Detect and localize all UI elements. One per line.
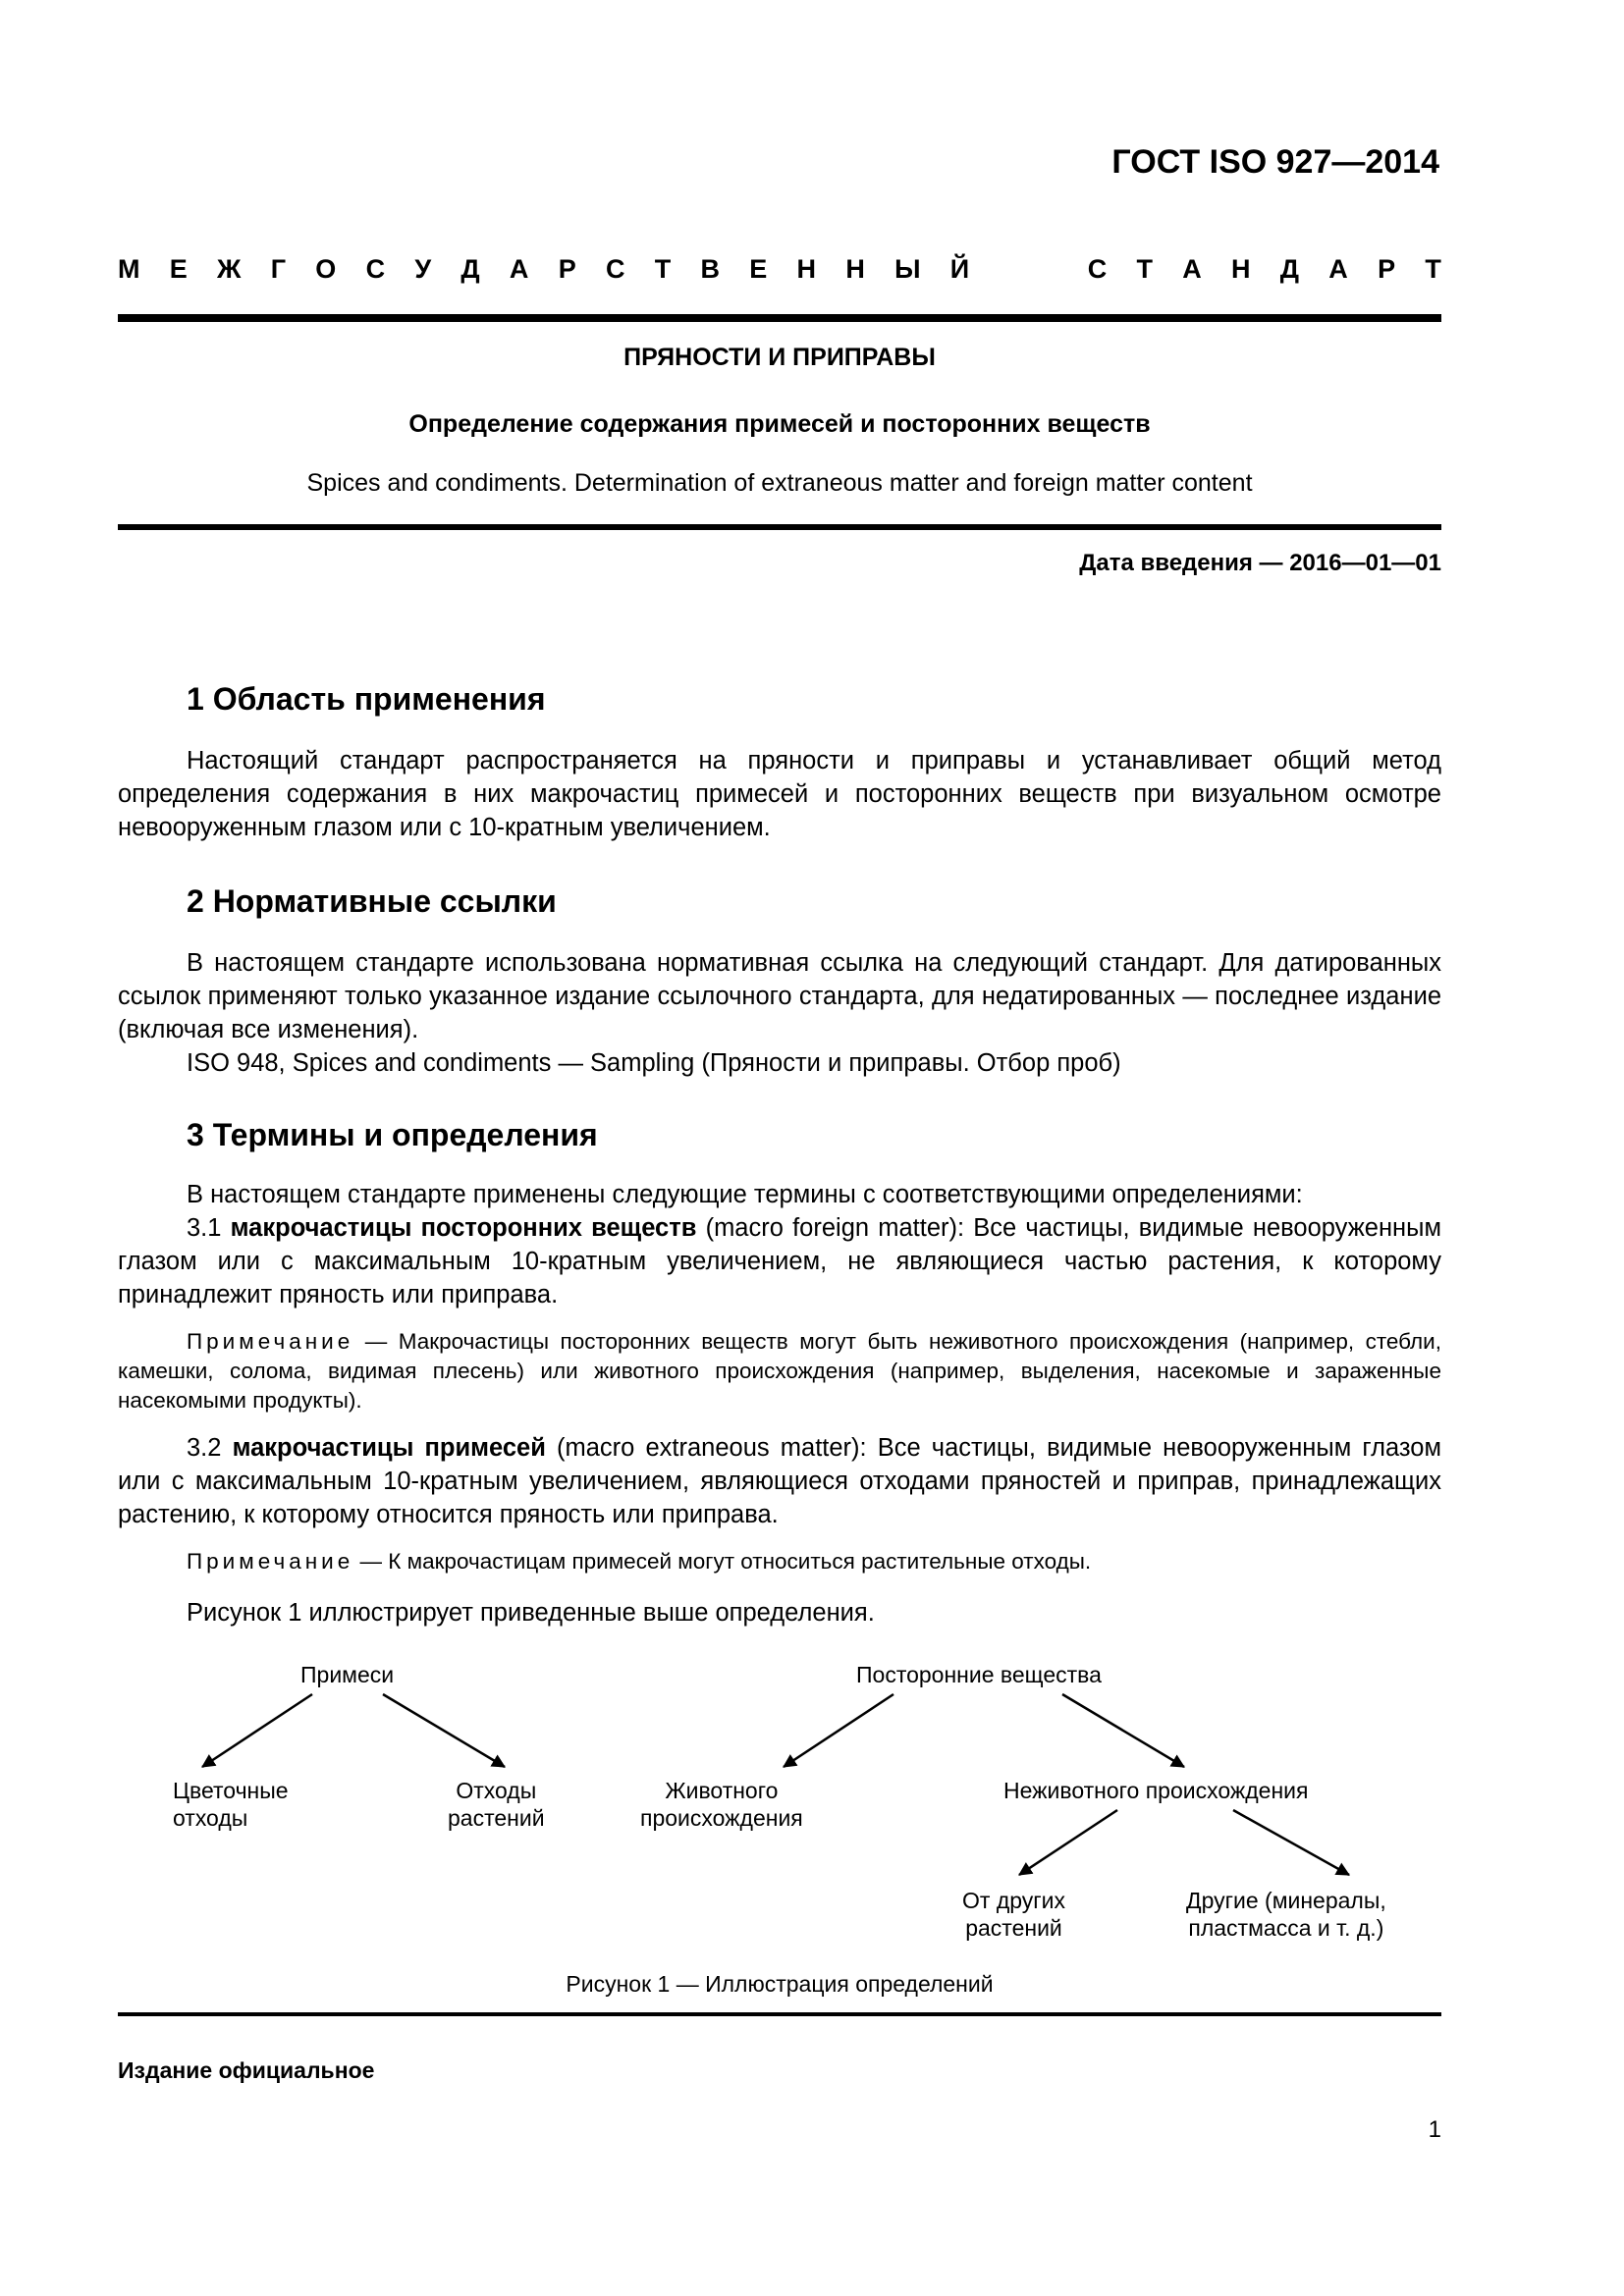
document-title: ПРЯНОСТИ И ПРИПРАВЫ [623, 344, 936, 371]
banner-letter: Т [654, 253, 672, 284]
arrow-extraneous-to-plantwaste [383, 1694, 505, 1767]
banner-letter: Р [558, 253, 576, 284]
definition-3-1-term: макрочастицы посторонних веществ [230, 1214, 697, 1242]
banner-letter: О [315, 253, 337, 284]
section-3-heading: 3 Термины и определения [187, 1117, 598, 1152]
banner-letter: Н [845, 253, 865, 284]
section-1-text: Настоящий стандарт распространяется на пряности и приправы и устанавливает общий метод определения содержания в них макрочастиц примесей и посторонних веществ при визуальном осмотре невооруженным глазом или с 10-кратным увеличением. [118, 747, 1441, 841]
node-extraneous: Примеси [300, 1662, 395, 1687]
arrow-nonanimal-to-others [1233, 1810, 1349, 1875]
note-2-text: — К макрочастицам примесей могут относиться растительные отходы. [359, 1549, 1092, 1574]
note-1-label: Примечание [187, 1329, 354, 1354]
banner-letter: Е [749, 253, 768, 284]
banner-letter: Н [796, 253, 817, 284]
node-flower-waste [173, 1777, 289, 1832]
node-others [1186, 1887, 1386, 1942]
document-subtitle: Определение содержания примесей и посторонних веществ [408, 410, 1151, 438]
node-other-plants-line1: От других [962, 1888, 1066, 1913]
document-english-title: Spices and condiments. Determination of extraneous matter and foreign matter content [306, 469, 1253, 497]
banner-letter: Ы [894, 253, 921, 284]
banner-letter: У [414, 253, 432, 284]
definition-3-1-number: 3.1 [187, 1214, 222, 1242]
node-animal-origin-line2: происхождения [640, 1805, 803, 1831]
node-others-line2: пластмасса и т. д.) [1188, 1915, 1384, 1941]
banner-letter: Д [460, 253, 480, 284]
banner-letter: С [365, 253, 386, 284]
banner-letter: Н [1231, 253, 1251, 284]
section-2-heading: 2 Нормативные ссылки [187, 883, 557, 919]
node-animal-origin [640, 1777, 803, 1832]
banner-letter: С [605, 253, 625, 284]
node-other-plants-line2: растений [965, 1915, 1062, 1941]
footer-rule [118, 2012, 1441, 2016]
node-others-line1: Другие (минералы, [1186, 1888, 1386, 1913]
arrow-nonanimal-to-otherplants [1019, 1810, 1117, 1875]
note-1-text: — Макрочастицы посторонних веществ могут быть неживотного происхождения (например, стебли, камешки, солома, видимая плесень) или животного происхождения (например, выделения, насекомые и зараженные насекомыми продукты). [118, 1329, 1441, 1413]
node-flower-waste-line2: отходы [173, 1805, 248, 1831]
node-other-plants [962, 1887, 1065, 1942]
figure-caption: Рисунок 1 — Иллюстрация определений [566, 1971, 994, 1997]
arrow-extraneous-to-flower [202, 1694, 312, 1767]
banner-letter: Е [169, 253, 188, 284]
banner-letter: В [700, 253, 720, 284]
section-3-intro-text: В настоящем стандарте применены следующие термины с соответствующими определениями: [187, 1181, 1303, 1208]
definition-3-2-text: (macro extraneous matter): Все частицы, видимые невооруженным глазом или с максимальным 10-кратным увеличением, являющиеся отходами пряностей и приправ, принадлежащих растению, к которому относится пряность или приправа. [118, 1434, 1441, 1528]
banner-letter: Г [270, 253, 287, 284]
arrow-foreign-to-nonanimal [1062, 1694, 1184, 1767]
banner-letter: А [509, 253, 529, 284]
document-code: ГОСТ ISO 927—2014 [1111, 143, 1439, 181]
section-1-heading: 1 Область применения [187, 681, 546, 717]
introduction-date: Дата введения — 2016—01—01 [1079, 550, 1441, 576]
banner-letter: Р [1378, 253, 1396, 284]
reference-iso-948: ISO 948, Spices and condiments — Sampling (Пряности и приправы. Отбор проб) [187, 1049, 1121, 1077]
node-plant-waste-line1: Отходы [456, 1778, 537, 1803]
note-2-label: Примечание [187, 1549, 354, 1574]
banner-letter: Т [1425, 253, 1441, 284]
definition-3-2-number: 3.2 [187, 1434, 222, 1462]
banner-letter: Й [949, 253, 970, 284]
banner-letter: Д [1279, 253, 1300, 284]
banner-letter: А [1182, 253, 1202, 284]
node-animal-origin-line1: Животного [665, 1778, 779, 1803]
node-foreign: Посторонние вещества [856, 1662, 1102, 1687]
banner-letter: Ж [217, 253, 242, 284]
banner-letter: А [1328, 253, 1348, 284]
node-plant-waste [448, 1777, 545, 1832]
banner-letter: С [1087, 253, 1108, 284]
definition-3-2-term: макрочастицы примесей [232, 1434, 546, 1462]
arrow-foreign-to-animal [784, 1694, 893, 1767]
figure-reference-text: Рисунок 1 иллюстрирует приведенные выше определения. [187, 1599, 875, 1627]
banner-letter: М [118, 253, 140, 284]
node-flower-waste-line1: Цветочные [173, 1778, 289, 1803]
node-nonanimal-origin: Неживотного происхождения [1003, 1778, 1309, 1803]
official-edition-label: Издание официальное [118, 2057, 375, 2083]
node-plant-waste-line2: растений [448, 1805, 545, 1831]
banner-letter: Т [1136, 253, 1153, 284]
page-number: 1 [1428, 2116, 1441, 2143]
section-2-text: В настоящем стандарте использована нормативная ссылка на следующий стандарт. Для датированных ссылок применяют только указанное издание ссылочного стандарта, для недатированных — последнее издание (включая все изменения). [118, 949, 1441, 1043]
definition-3-1-text: (macro foreign matter): Все частицы, видимые невооруженным глазом или с максимальным 10-кратным увеличением, не являющиеся частью растения, к которому принадлежит пряность или приправа. [118, 1214, 1441, 1308]
